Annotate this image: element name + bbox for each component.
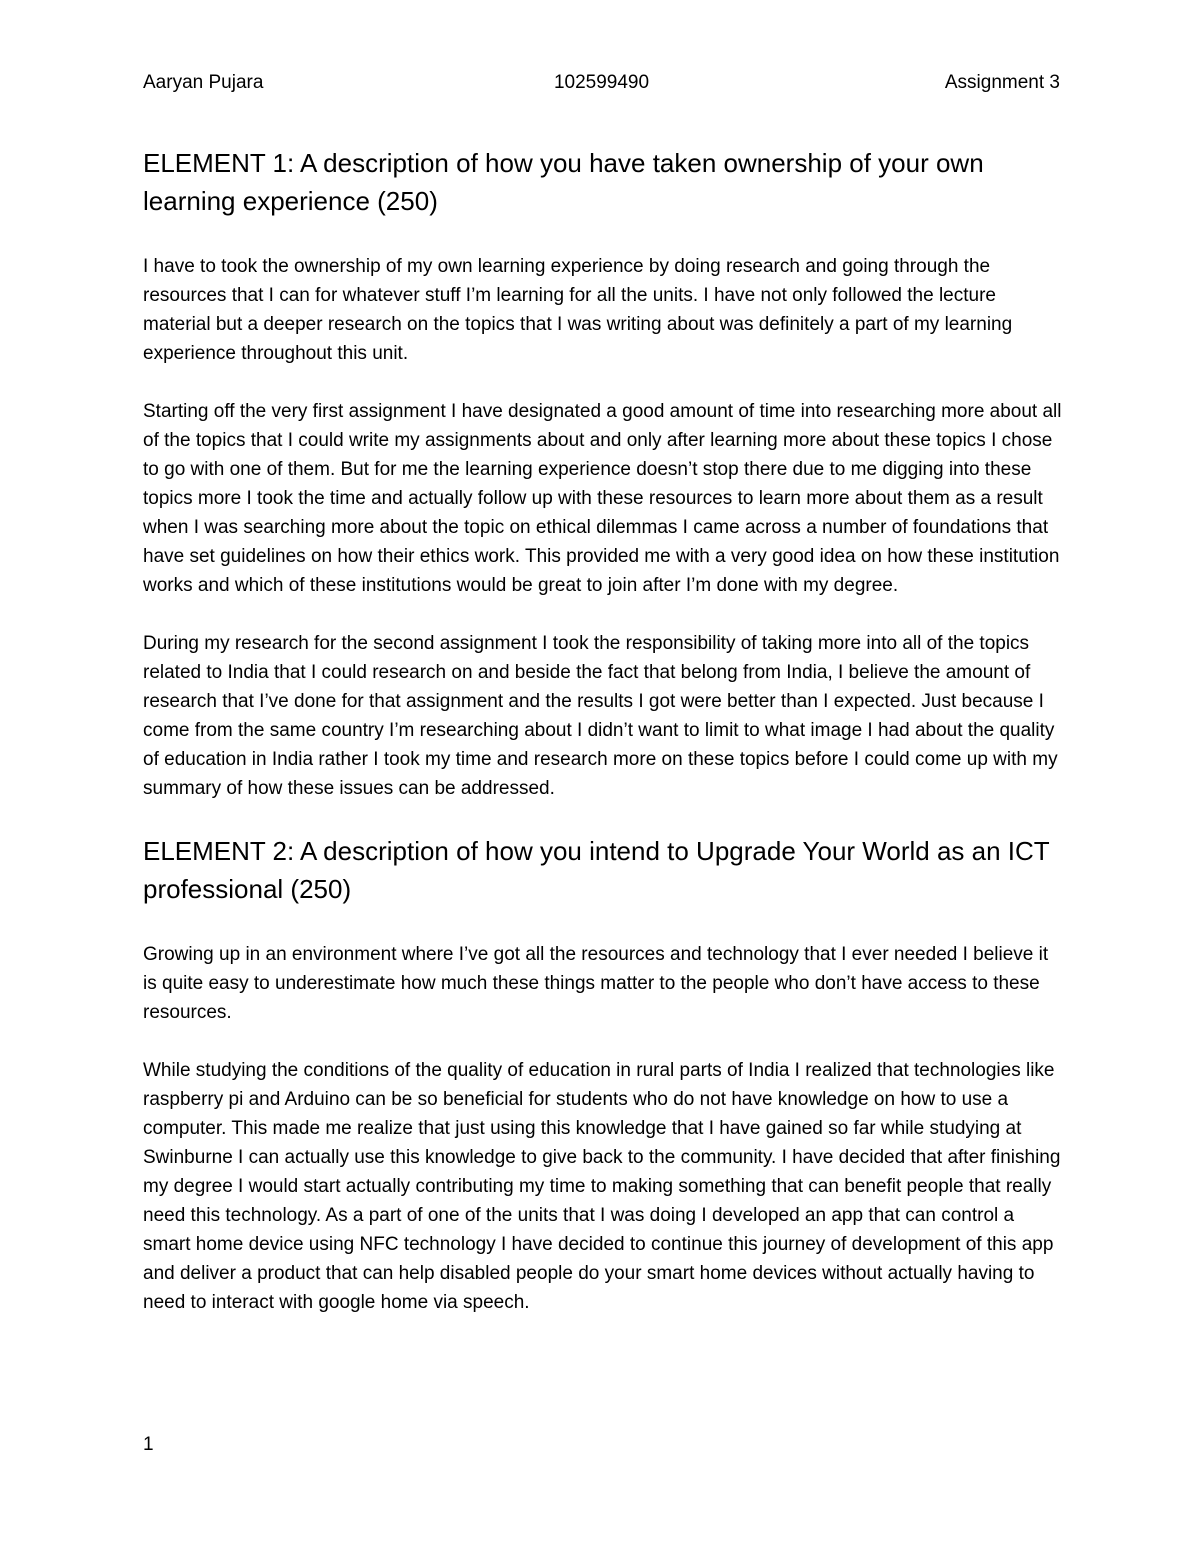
element2-section xyxy=(143,832,1063,1317)
header-assignment: Assignment 3 xyxy=(944,72,1060,93)
element1-paragraph-2: Starting off the very first assignment I have designated a good amount of time into researching more about all of the topics that I could write my assignments about and only after learning more about these topics I chose to go with one of them. But for me the learning experience doesn’t stop there due to me digging into these topics more I took the time and actually follow up with these resources to learn more about them as a result when I was searching more about the topic on ethical dilemmas I came across a number of foundations that have set guidelines on how their ethics work. This provided me with a very good idea on how these institution works and which of these institutions would be great to join after I’m done with my degree. xyxy=(143,401,1062,596)
header-author: Aaryan Pujara xyxy=(143,72,264,93)
document-body xyxy=(143,144,1063,1346)
element2-paragraph-1: Growing up in an environment where I’ve got all the resources and technology that I ever needed I believe it is quite easy to underestimate how much these things matter to the people who don’t have access to these resources. xyxy=(143,944,1049,1023)
page-header xyxy=(143,72,1060,94)
element1-paragraph-3: During my research for the second assignment I took the responsibility of taking more into all of the topics related to India that I could research on and beside the fact that belong from India, I believe the amount of research that I’ve done for that assignment and the results I got were better than I expected. Just because I come from the same country I’m researching about I didn’t want to limit to what image I had about the quality of education in India rather I took my time and research more on these topics before I could come up with my summary of how these issues can be addressed. xyxy=(143,633,1058,799)
element2-paragraph-2: While studying the conditions of the quality of education in rural parts of India I realized that technologies like raspberry pi and Arduino can be so beneficial for students who do not have knowledge on how to use a computer. This made me realize that just using this knowledge that I have gained so far while studying at Swinburne I can actually use this knowledge to give back to the community. I have decided that after finishing my degree I would start actually contributing my time to making something that can benefit people that really need this technology. As a part of one of the units that I was doing I developed an app that can control a smart home device using NFC technology I have decided to continue this journey of development of this app and deliver a product that can help disabled people do your smart home devices without actually having to need to interact with google home via speech. xyxy=(143,1060,1061,1313)
page-number: 1 xyxy=(143,1434,154,1455)
element2-heading: ELEMENT 2: A description of how you intend to Upgrade Your World as an ICT professional (250) xyxy=(143,836,1050,904)
element1-paragraph-1: I have to took the ownership of my own learning experience by doing research and going through the resources that I can for whatever stuff I’m learning for all the units. I have not only followed the lecture material but a deeper research on the topics that I was writing about was definitely a part of my learning experience throughout this unit. xyxy=(143,256,1013,364)
element1-heading: ELEMENT 1: A description of how you have taken ownership of your own learning experience (250) xyxy=(143,148,984,216)
header-student-id: 102599490 xyxy=(553,72,650,93)
element1-section xyxy=(143,144,1063,803)
